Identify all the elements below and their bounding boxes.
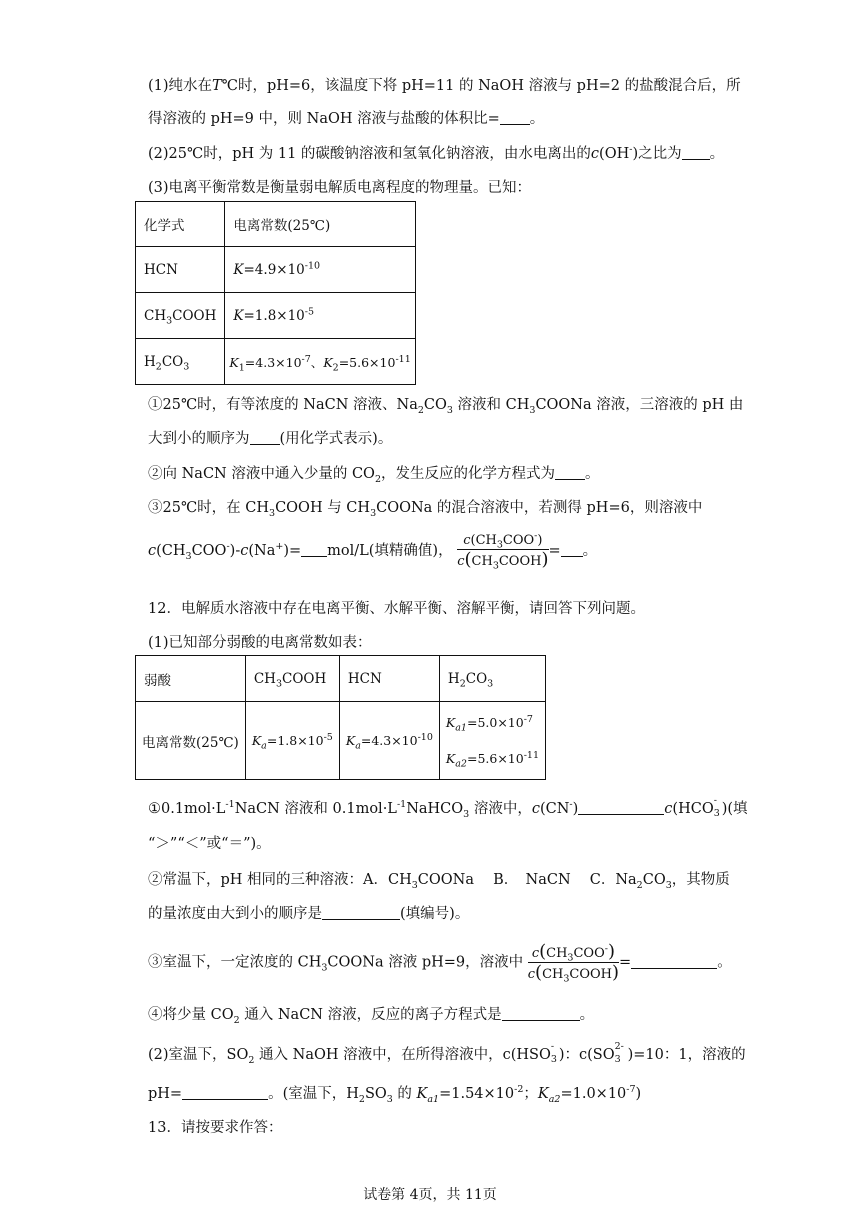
q12-weak-acid-table	[135, 655, 546, 780]
page-footer: 试卷第 4页，共 11页	[363, 1187, 497, 1203]
q11-part2	[148, 142, 724, 163]
q11-ionization-table	[135, 201, 416, 385]
q11-part3-intro	[148, 176, 531, 197]
text: 得溶液的 pH=9 中，则 NaOH 溶液与盐酸的体积比=	[148, 111, 500, 127]
table-cell: $K_a=1.8\times 10^{-5}$	[245, 702, 339, 780]
text: 。	[529, 111, 545, 127]
answer-blank[interactable]	[500, 110, 530, 125]
text: )之比为	[632, 146, 682, 162]
table-cell: $K=1.8\times 10^{-5}$	[225, 293, 415, 339]
q12-part2-line1: (2)室温下，$SO_2$ 通入 NaOH 溶液中，在所得溶液中，c(HSO - 3 )：c(SO 2- 3 )=10：1，溶液的	[148, 1041, 746, 1066]
text: (3)电离平衡常数是衡量弱电解质电离程度的物理量。已知：	[148, 180, 532, 196]
table-header: $CH_3COOH$	[245, 656, 339, 702]
temperature-var: T	[212, 78, 222, 94]
answer-blank[interactable]	[555, 465, 585, 480]
table-header: 电离常数(25℃)	[225, 202, 415, 247]
sup: -	[629, 144, 633, 156]
answer-blank[interactable]	[182, 1085, 268, 1100]
table-cell: 电离常数(25℃)	[136, 702, 246, 780]
q11-part1-line2	[148, 107, 544, 128]
q11-sub1-line2: 大到小的顺序为 (用化学式表示)。	[148, 431, 393, 447]
q12-title: 12．电解质水溶液中存在电离平衡、水解平衡、溶解平衡，请回答下列问题。	[148, 601, 645, 617]
answer-blank[interactable]	[250, 430, 280, 445]
answer-blank[interactable]	[322, 905, 400, 920]
q11-sub3-line1: ③25℃时，在 $CH_3COOH$ 与 $CH_3COONa$ 的混合溶液中，若测得 pH=6，则溶液中	[148, 500, 703, 519]
table-header: HCN	[339, 656, 439, 702]
text: ℃时，pH=6，该温度下将 pH=11 的 NaOH 溶液与 pH=2 的盐酸混合后，所	[221, 78, 741, 94]
ratio-fraction: $\frac{c(CH_3COO^-)}{c(CH_3COOH)}$	[527, 941, 620, 985]
table-header: 化学式	[136, 202, 225, 247]
table-cell: $K_{a1}=5.0\times 10^{-7}$ $K_{a2}=5.6\times 10^{-11}$	[439, 702, 545, 780]
q12-sub2-line2: 的量浓度由大到小的顺序是 (填编号)。	[148, 906, 470, 922]
q12-part2-line2: pH= 。(室温下，$H_2SO_3$ 的 $K_{a1}=1.54\times 10^{-2}$；$K_{a2}=1.0\times 10^{-7}$)	[148, 1084, 642, 1105]
q11-sub1-line1: ①25℃时，有等浓度的 NaCN 溶液、$Na_2CO_3$ 溶液和 $CH_3COONa$ 溶液，三溶液的 pH 由	[148, 397, 744, 416]
table-header: $H_2CO_3$	[439, 656, 545, 702]
answer-blank[interactable]	[682, 145, 710, 160]
table-cell: $K_a=4.3\times 10^{-10}$	[339, 702, 439, 780]
q12-sub1-line1: $①0.1mol\cdot L^{-1}NaCN$ 溶液和 $0.1mol\cdot L^{-1}NaHCO_3$ 溶液中，c(CN-) c(HCO - 3 )(填	[148, 795, 748, 820]
table-cell: $K_1=4.3\times 10^{-7}$、$K_2=5.6\times 10^{-11}$	[225, 339, 415, 385]
answer-blank[interactable]	[631, 954, 717, 969]
text: (OH	[599, 146, 630, 162]
answer-blank[interactable]	[502, 1006, 580, 1021]
q12-sub2-line1: ②常温下，pH 相同的三种溶液：A．$CH_3COONa$ B． NaCN C．$Na_2CO_3$，其物质	[148, 872, 730, 891]
answer-blank[interactable]	[578, 800, 664, 815]
text: (2)25℃时，pH 为 11 的碳酸钠溶液和氢氧化钠溶液，由水电离出的	[148, 146, 591, 162]
table-cell: HCN	[136, 247, 225, 293]
conc-var: c	[590, 146, 600, 162]
text: (1)纯水在	[148, 78, 213, 94]
q11-sub3-line2: $c(CH_3COO^-)-c(Na^+)= mol/L$(填精确值)， $\frac{c(CH_3COO^-)}{c(CH_3COOH)}$ = 。	[148, 530, 598, 572]
q12-sub4: ④将少量 $CO_2$ 通入 NaCN 溶液，反应的离子方程式是 。	[148, 1007, 595, 1026]
ratio-fraction: $\frac{c(CH_3COO^-)}{c(CH_3COOH)}$	[457, 530, 549, 572]
q11-part1-line1	[148, 74, 741, 95]
table-cell: $H_2CO_3$	[136, 339, 225, 385]
q11-sub2: ②向 NaCN 溶液中通入少量的 $CO_2$，发生反应的化学方程式为 。	[148, 466, 600, 485]
table-cell: $K=4.9\times 10^{-10}$	[225, 247, 415, 293]
text: 。	[709, 146, 725, 162]
q13-title: 13．请按要求作答：	[148, 1120, 283, 1136]
answer-blank[interactable]	[301, 542, 327, 557]
q12-sub1-line2: “＞”“＜”或“＝”)。	[148, 836, 271, 852]
q12-part1-intro: (1)已知部分弱酸的电离常数如表：	[148, 635, 372, 651]
q12-sub3: ③室温下，一定浓度的 $CH_3COONa$ 溶液 pH=9，溶液中 $\frac{c(CH_3COO^-)}{c(CH_3COOH)}$ = 。	[148, 941, 732, 985]
table-cell: $CH_3COOH$	[136, 293, 225, 339]
table-header: 弱酸	[136, 656, 246, 702]
answer-blank[interactable]	[561, 542, 583, 557]
